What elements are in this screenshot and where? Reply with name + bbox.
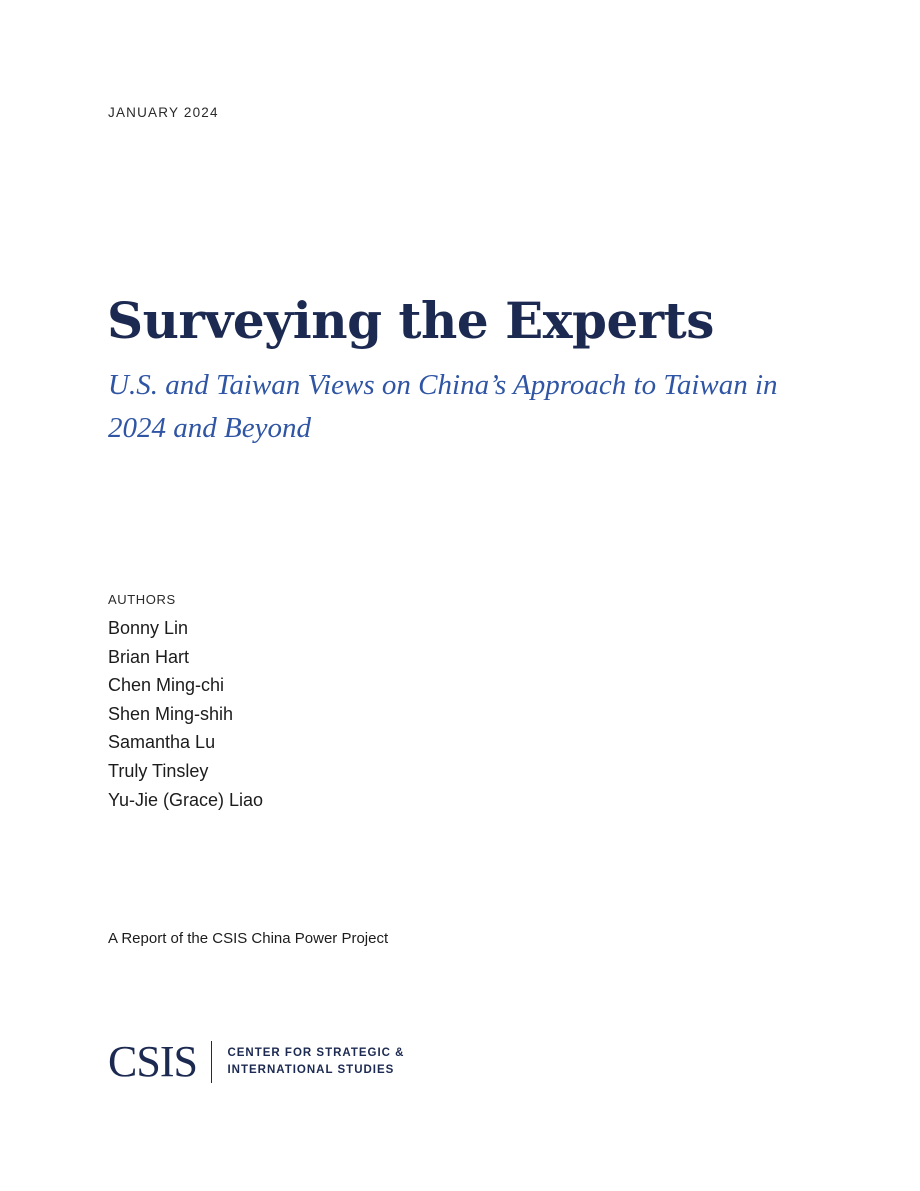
logo-divider xyxy=(211,1041,213,1083)
author-name: Yu-Jie (Grace) Liao xyxy=(108,789,264,810)
publication-date: JANUARY 2024 xyxy=(108,105,219,120)
author-name: Samantha Lu xyxy=(108,732,216,753)
authors-label: AUTHORS xyxy=(108,592,176,607)
report-attribution: A Report of the CSIS China Power Project xyxy=(108,930,389,947)
logo-wordmark: CSIS xyxy=(108,1037,197,1086)
logo-line-1: CENTER FOR STRATEGIC & xyxy=(227,1047,405,1059)
csis-logo xyxy=(108,1037,405,1086)
author-name: Truly Tinsley xyxy=(108,760,209,781)
report-title: Surveying the Experts xyxy=(107,291,714,350)
report-subtitle: U.S. and Taiwan Views on China’s Approach to Taiwan in 2024 and Beyond xyxy=(108,369,778,444)
author-name: Shen Ming-shih xyxy=(108,703,234,724)
logo-line-2: INTERNATIONAL STUDIES xyxy=(227,1064,395,1076)
authors-list xyxy=(108,614,263,814)
author-name: Bonny Lin xyxy=(108,618,189,638)
logo-organization-name xyxy=(227,1045,404,1079)
authors-section xyxy=(108,591,263,814)
author-name: Brian Hart xyxy=(108,646,190,667)
author-name: Chen Ming-chi xyxy=(108,675,225,696)
